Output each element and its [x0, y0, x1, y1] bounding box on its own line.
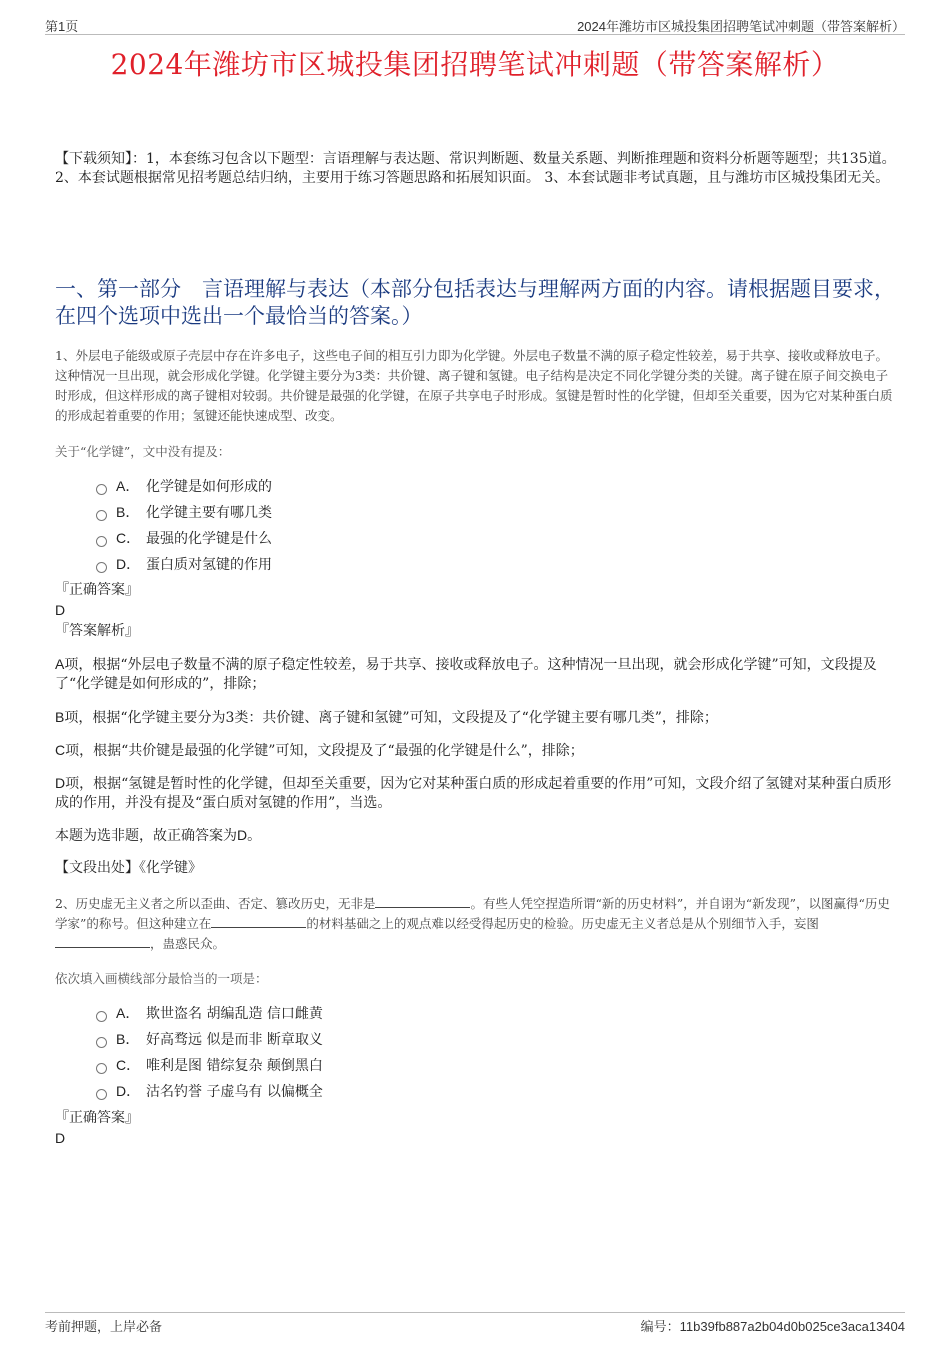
fill-blank: [55, 935, 150, 948]
question-2-option-a[interactable]: A． 欺世盗名 胡编乱造 信口雌黄: [96, 1000, 696, 1026]
radio-icon[interactable]: [96, 1011, 107, 1022]
question-1-text: 1、外层电子能级或原子壳层中存在许多电子，这些电子间的相互引力即为化学键。外层电子数量不满的原子稳定性较差，易于共享、接收或释放电子。这种情况一旦出现，就会形成化学键。化学键主要分为3类：共价键、离子键和氢键。电子结构是决定不同化学键分类的关键。离子键在原子间交换电子时形成，但这样形成的离子键相对较弱。共价键是最强的化学键，在原子共享电子时形成。氢键是暂时性的化学键，但却至关重要，因为它对某种蛋白质的形成起着重要的作用；氢键还能快速成型、改变。: [55, 348, 893, 423]
question-2-options: [96, 1000, 696, 1104]
radio-icon[interactable]: [96, 510, 107, 521]
question-1-answer: D: [55, 602, 66, 618]
question-1-option-b[interactable]: B． 化学键主要有哪几类: [96, 499, 696, 525]
document-title: 2024年潍坊市区城投集团招聘笔试冲刺题（带答案解析）: [110, 48, 840, 81]
question-1-option-d[interactable]: D． 蛋白质对氢键的作用: [96, 551, 696, 577]
question-1-prompt: 关于“化学键”，文中没有提及：: [55, 444, 231, 459]
question-2-option-c[interactable]: C． 唯利是图 错综复杂 颠倒黑白: [96, 1052, 696, 1078]
radio-icon[interactable]: [96, 536, 107, 547]
radio-icon[interactable]: [96, 562, 107, 573]
question-1-option-c[interactable]: C． 最强的化学键是什么: [96, 525, 696, 551]
analysis-item-d: D项，根据“氢键是暂时性的化学键，但却至关重要，因为它对某种蛋白质的形成起着重要的作用”可知，文段介绍了氢键对某种蛋白质形成的作用，并没有提及“蛋白质对氢键的作用”，当选。: [55, 775, 892, 811]
radio-icon[interactable]: [96, 1089, 107, 1100]
question-2-text: 2、历史虚无主义者之所以歪曲、否定、篡改历史，无非是 。有些人凭空捏造所谓“新的历史材料”，并自诩为“新发现”，以图赢得“历史学家”的称号。但这种建立在 的材料基础之上的观点难以经受得起历史的检验。历史虚无主义者总是从个别细节入手，妄图，蛊惑民众。: [55, 896, 890, 951]
page-header: [45, 14, 905, 35]
question-1-options: [96, 473, 696, 577]
analysis-item-b: B项，根据“化学键主要分为3类：共价键、离子键和氢键”可知，文段提及了“化学键主要有哪几类”，排除；: [55, 709, 718, 726]
question-1-answer-label: 『正确答案』: [55, 582, 139, 598]
question-2-option-b[interactable]: B． 好高骛远 似是而非 断章取义: [96, 1026, 696, 1052]
radio-icon[interactable]: [96, 1037, 107, 1048]
question-2-answer: D: [55, 1130, 66, 1146]
page-number: 第1页: [45, 19, 79, 34]
question-2-option-d[interactable]: D． 沽名钓誉 子虚乌有 以偏概全: [96, 1078, 696, 1104]
analysis-item-c: C项，根据“共价键是最强的化学键”可知，文段提及了“最强的化学键是什么”，排除；: [55, 742, 584, 759]
radio-icon[interactable]: [96, 1063, 107, 1074]
fill-blank: [211, 915, 306, 928]
analysis-item-a: A项，根据“外层电子数量不满的原子稳定性较差，易于共享、接收或释放电子。这种情况一旦出现，就会形成化学键”可知，文段提及了“化学键是如何形成的”，排除；: [55, 656, 877, 692]
radio-icon[interactable]: [96, 484, 107, 495]
header-doc-name: 2024年潍坊市区城投集团招聘笔试冲刺题（带答案解析）: [577, 19, 905, 34]
question-1-source: 【文段出处】《化学键》: [55, 860, 202, 876]
question-2-answer-label: 『正确答案』: [55, 1110, 139, 1126]
question-1-analysis-label: 『答案解析』: [55, 623, 139, 639]
footer-slogan: 考前押题，上岸必备: [45, 1319, 163, 1334]
question-1-option-a[interactable]: A． 化学键是如何形成的: [96, 473, 696, 499]
question-2-prompt: 依次填入画横线部分最恰当的一项是：: [55, 971, 268, 986]
section-title: 一、第一部分 言语理解与表达（本部分包括表达与理解两方面的内容。请根据题目要求，在四个选项中选出一个最恰当的答案。）: [55, 277, 895, 328]
question-1-conclusion: 本题为选非题，故正确答案为D。: [55, 827, 262, 844]
download-notice: 【下载须知】：1，本套练习包含以下题型：言语理解与表达题、常识判断题、数量关系题、判断推理题和资料分析题等题型；共135道。 2、本套试题根据常见招考题总结归纳，主要用于练习答题思路和拓展知识面。 3、本套试题非考试真题，且与潍坊市区城投集团无关。: [55, 151, 896, 186]
page-footer: [45, 1312, 905, 1335]
footer-code: 编号：11b39fb887a2b04d0b025ce3aca13404: [640, 1319, 905, 1334]
fill-blank: [375, 895, 470, 908]
